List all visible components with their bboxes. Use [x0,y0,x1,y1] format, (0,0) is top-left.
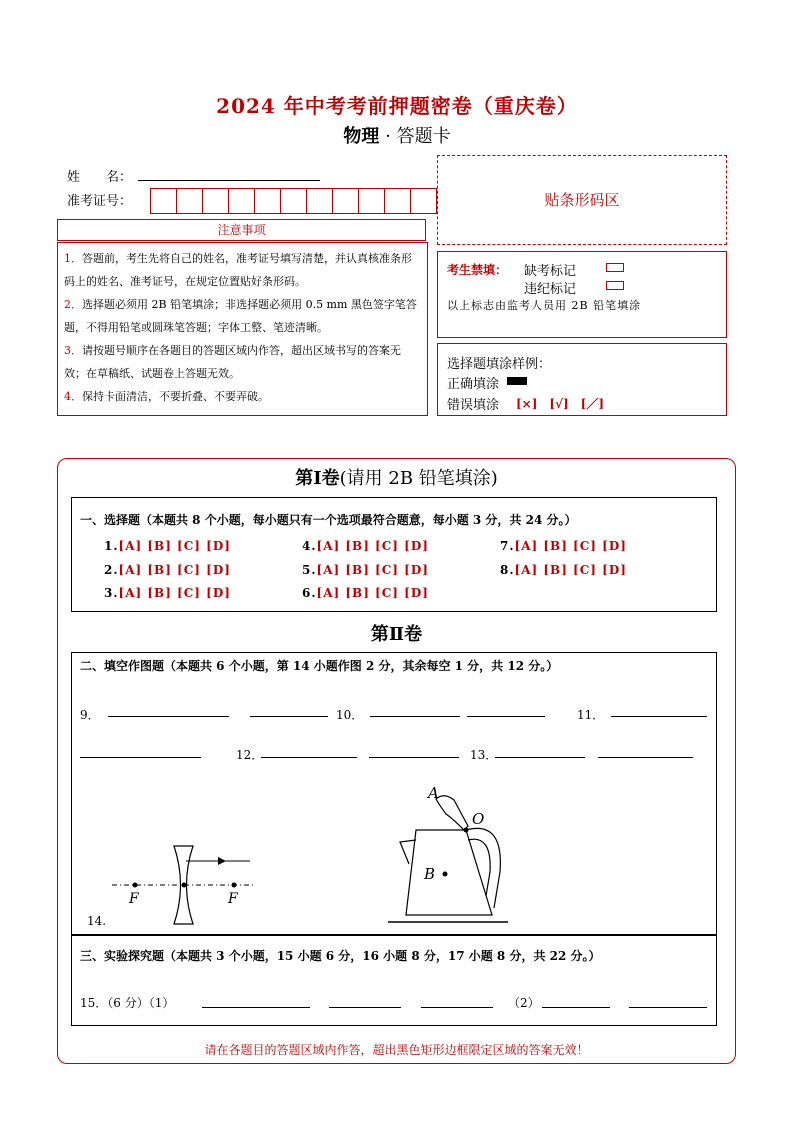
q15-blank-4[interactable] [542,1007,610,1008]
focus-label-left: F [129,891,139,907]
q15-label: 15．（6 分）（1） [80,996,175,1010]
q9-blank-2[interactable] [250,716,328,717]
notice-item: 3．请按题号顺序在各题目的答题区域内作答，超出区域书写的答案无效；在草稿纸、试题卷上答题无效。 [64,344,401,380]
choice-question-4[interactable]: 4.[A] [B] [C] [D] [302,539,429,553]
hinge-point-o [464,828,469,833]
notice-item: 1．答题前，考生先将自己的姓名，准考证号填写清楚，并认真核准条形码上的姓名、准考证号，在规定位置贴好条形码。 [64,252,412,288]
q13-blank-2[interactable] [598,757,693,758]
q9-blank-1[interactable] [108,716,229,717]
id-digit-box[interactable] [203,189,229,213]
id-digit-box[interactable] [411,189,436,213]
card-label: 答题卡 [396,126,451,147]
choice-question-1[interactable]: 1.[A] [B] [C] [D] [104,539,231,553]
notice-heading: 注意事项 [57,219,426,241]
ray-arrow [218,857,226,865]
q12-blank-2[interactable] [369,757,459,758]
violation-mark-label: 违纪标记 [524,282,577,297]
q12-blank-1[interactable] [261,757,357,758]
id-digit-box[interactable] [177,189,203,213]
q10-blank-2[interactable] [467,716,545,717]
absent-mark-label: 缺考标记 [524,264,577,279]
optical-center [182,883,187,888]
experiment-section-heading: 三、实验探究题（本题共 3 个小题，15 小题 6 分，16 小题 8 分，17 小题 8 分，共 22 分。） [80,949,601,963]
center-point-b [443,872,448,877]
point-o-label: O [472,810,485,828]
part1-title: 第Ⅰ卷(请用 2B 铅笔填涂) [295,468,498,489]
notice-item: 4．保持卡面清洁，不要折叠、不要弄破。 [64,390,269,403]
barcode-area: 贴条形码区 [437,155,727,245]
focus-label-right: F [228,891,238,907]
kettle-figure[interactable] [388,780,513,925]
q15-blank-2[interactable] [329,1007,401,1008]
id-digit-box[interactable] [359,189,385,213]
focus-point-left [133,883,138,888]
correct-fill-label: 正确填涂 [447,377,500,392]
fill-section-heading: 二、填空作图题（本题共 6 个小题，第 14 小题作图 2 分，其余每空 1 分，共 12 分。） [80,659,559,673]
q12-label: 12． [236,748,264,762]
forbidden-note: 以上标志由监考人员用 2B 铅笔填涂 [447,299,642,312]
q14-label: 14. [87,914,107,928]
footer-warning: 请在各题目的答题区域内作答，超出黑色矩形边框限定区域的答案无效！ [204,1043,589,1057]
choice-question-6[interactable]: 6.[A] [B] [C] [D] [302,586,429,600]
point-a-label: A [428,784,439,802]
choice-section-heading: 一、选择题（本题共 8 个小题，每小题只有一个选项最符合题意，每小题 3 分，共 24 分。） [80,513,577,527]
id-digit-box[interactable] [307,189,333,213]
name-label: 姓 名： [67,170,133,185]
wrong-fill-label: 错误填涂 [447,398,500,413]
q15-blank-1[interactable] [202,1007,310,1008]
q13-label: 13． [470,748,498,762]
q9-label: 9． [80,708,100,722]
q10-blank-1[interactable] [370,716,460,717]
choice-question-5[interactable]: 5.[A] [B] [C] [D] [302,563,429,577]
subject-label: 物理 [343,126,380,147]
point-b-label: B [424,865,436,883]
lens-figure[interactable] [108,842,258,930]
exam-title: 2024 年中考考前押题密卷（重庆卷） [216,94,578,118]
part2-title: 第Ⅱ卷 [370,624,423,645]
choice-question-2[interactable]: 2.[A] [B] [C] [D] [104,563,231,577]
id-digit-box[interactable] [255,189,281,213]
notice-item: 2．选择题必须用 2B 铅笔填涂；非选择题必须用 0.5 mm 黑色签字笔答题，不得用铅笔或圆珠笔答题；字体工整、笔迹清晰。 [64,298,417,334]
subtitle-dot: · [385,126,391,147]
wrong-fill-marks: [×] [√] [／] [516,397,605,411]
correct-fill-mark [507,377,527,385]
q15-blank-5[interactable] [629,1007,707,1008]
q15-sub2-label: （2） [508,996,540,1010]
absent-mark-box[interactable] [606,263,624,272]
id-number-boxes[interactable] [150,188,437,214]
forbidden-label: 考生禁填： [447,263,508,277]
notice-list [57,242,428,416]
q10-label: 10． [336,708,364,722]
id-digit-box[interactable] [333,189,359,213]
name-field[interactable] [138,180,320,181]
q11-blank-2[interactable] [80,757,201,758]
violation-mark-box[interactable] [606,281,624,290]
kettle-lid [436,796,468,830]
id-digit-box[interactable] [229,189,255,213]
kettle-body [406,830,492,915]
choice-question-8[interactable]: 8.[A] [B] [C] [D] [500,563,627,577]
focus-point-right [232,883,237,888]
id-digit-box[interactable] [151,189,177,213]
q11-blank-1[interactable] [611,716,707,717]
id-label: 准考证号： [67,194,133,209]
choice-question-7[interactable]: 7.[A] [B] [C] [D] [500,539,627,553]
choice-question-3[interactable]: 3.[A] [B] [C] [D] [104,586,231,600]
q13-blank-1[interactable] [495,757,585,758]
fill-sample-heading: 选择题填涂样例： [447,357,552,372]
q11-label: 11． [577,708,605,722]
id-digit-box[interactable] [281,189,307,213]
q15-blank-3[interactable] [421,1007,493,1008]
exam-subtitle [0,122,794,148]
id-digit-box[interactable] [385,189,411,213]
